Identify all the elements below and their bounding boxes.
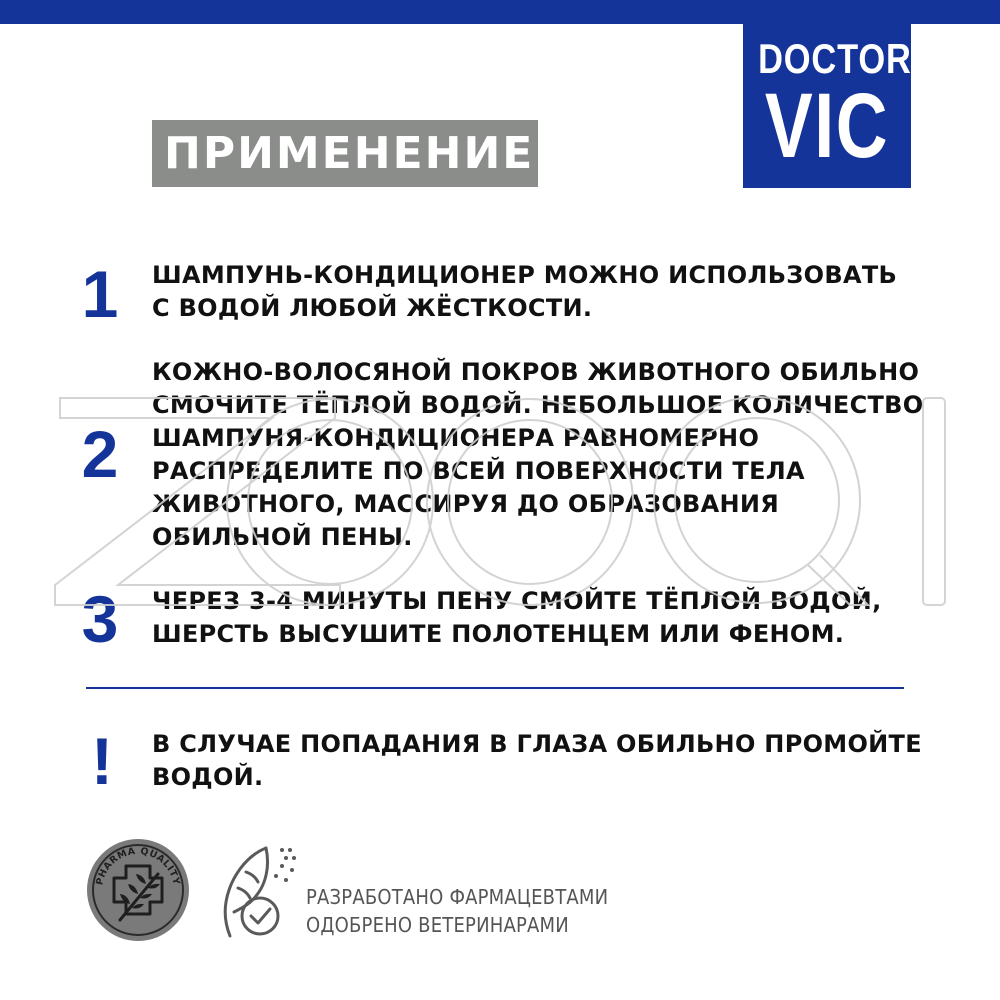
step-3-line-2: ШЕРСТЬ ВЫСУШИТЕ ПОЛОТЕНЦЕМ ИЛИ ФЕНОМ.: [152, 620, 845, 648]
brand-logo: [743, 24, 911, 188]
pharma-quality-badge-icon: [86, 838, 190, 942]
step-2-line-4: РАСПРЕДЕЛИТЕ ПО ВСЕЙ ПОВЕРХНОСТИ ТЕЛА: [152, 457, 805, 485]
top-accent-bar: [0, 0, 1000, 24]
warning-line-1: В СЛУЧАЕ ПОПАДАНИЯ В ГЛАЗА ОБИЛЬНО ПРОМОЙТЕ: [152, 730, 922, 758]
warning-exclamation-icon: !: [91, 724, 113, 798]
step-2-line-2: СМОЧИТЕ ТЁПЛОЙ ВОДОЙ. НЕБОЛЬШОЕ КОЛИЧЕСТВО: [152, 391, 924, 419]
brand-name-line2: VIC: [764, 75, 890, 177]
step-2-line-6: ОБИЛЬНОЙ ПЕНЫ.: [152, 523, 413, 551]
warning-line-2: ВОДОЙ.: [152, 763, 264, 791]
step-2-number: 2: [81, 417, 119, 491]
feather-check-icon: [216, 842, 300, 940]
step-2-text: [152, 356, 924, 554]
step-1-line-2: С ВОДОЙ ЛЮБОЙ ЖЁСТКОСТИ.: [152, 294, 593, 322]
section-divider: [86, 687, 904, 689]
badge-label: PHARMA QUALITY: [94, 845, 182, 887]
step-1-text: [152, 259, 912, 325]
section-heading-box: [152, 120, 554, 187]
step-2-line-1: КОЖНО-ВОЛОСЯНОЙ ПОКРОВ ЖИВОТНОГО ОБИЛЬНО: [152, 358, 920, 386]
brand-name-line1: DOCTOR: [758, 35, 912, 82]
claim-approved: ОДОБРЕНО ВЕТЕРИНАРАМИ: [306, 913, 569, 937]
step-2-line-3: ШАМПУНЯ-КОНДИЦИОНЕРА РАВНОМЕРНО: [152, 424, 760, 452]
step-3-number: 3: [81, 582, 119, 656]
step-3-line-1: ЧЕРЕЗ 3-4 МИНУТЫ ПЕНУ СМОЙТЕ ТЁПЛОЙ ВОДОЙ,: [152, 587, 882, 615]
section-heading: ПРИМЕНЕНИЕ:: [164, 128, 554, 179]
claim-developed: РАЗРАБОТАНО ФАРМАЦЕВТАМИ: [306, 885, 609, 909]
step-1-line-1: ШАМПУНЬ-КОНДИЦИОНЕР МОЖНО ИСПОЛЬЗОВАТЬ: [152, 261, 898, 289]
watermark-text: ZOOQI: [500, 989, 507, 991]
step-1-number: 1: [81, 257, 119, 331]
step-2-line-5: ЖИВОТНОГО, МАССИРУЯ ДО ОБРАЗОВАНИЯ: [152, 490, 780, 518]
step-3-text: [152, 585, 912, 651]
warning-text: [152, 728, 922, 794]
